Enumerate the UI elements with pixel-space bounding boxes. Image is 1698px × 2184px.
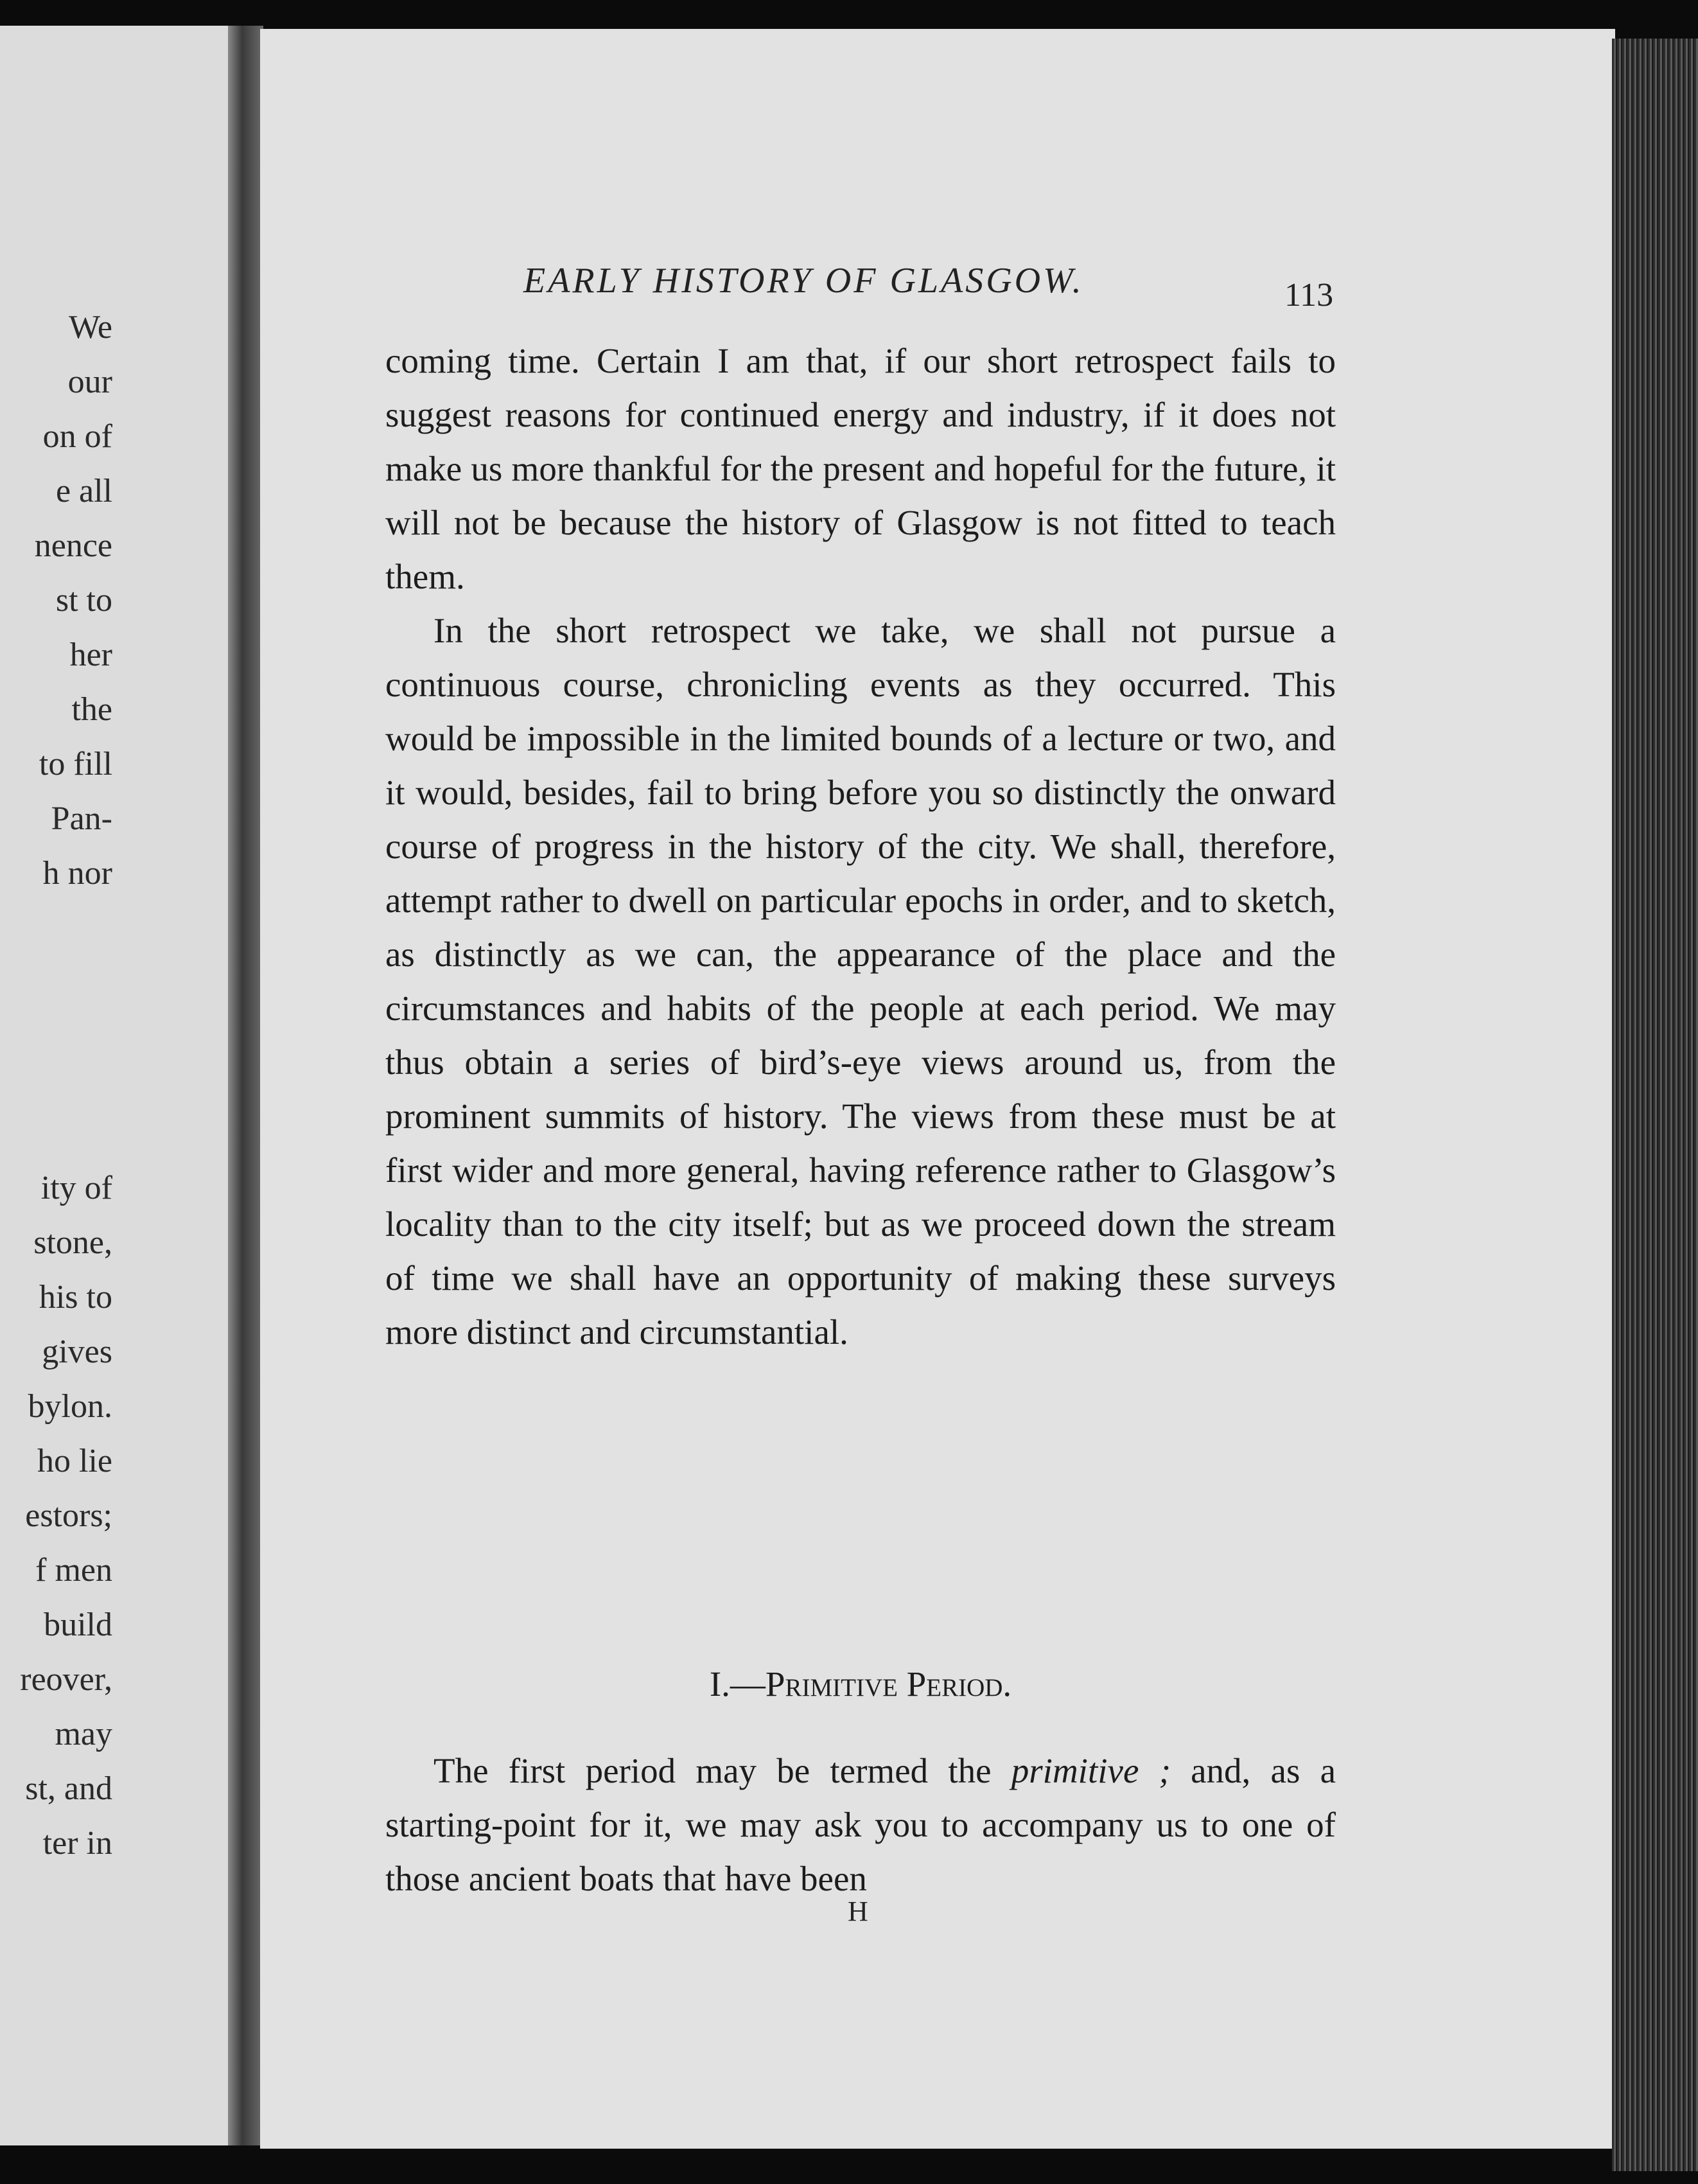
left-page-fragment: build (44, 1607, 112, 1643)
running-head: EARLY HISTORY OF GLASGOW. (523, 261, 1084, 301)
left-page-fragment: st to (55, 582, 112, 619)
left-page-fragment: We (69, 309, 112, 346)
left-page-fragment: ity of (40, 1170, 112, 1206)
left-page-fragment: to fill (39, 746, 112, 782)
italic-term: primitive ; (1011, 1751, 1171, 1790)
signature-mark: H (848, 1896, 868, 1927)
left-page-fragment: her (69, 637, 112, 673)
left-page-fragment: gives (42, 1334, 112, 1370)
left-page-fragment: on of (42, 418, 112, 455)
left-page-fragment: ho lie (37, 1443, 112, 1479)
left-page-fragment: estors; (25, 1497, 112, 1534)
left-page-fragment: ter in (42, 1825, 112, 1862)
paragraph: coming time. Certain I am that, if our short retrospect fails to suggest reasons for continued energy and industry, if it does not make us more thankful for the present and hopeful for the future, it will not be because the history of Glasgow is not fitted to teach them. (385, 341, 1336, 596)
left-page-fragment: the (71, 691, 112, 728)
left-page-fragment: our (67, 364, 112, 400)
section-text-start: The first period may be termed the (433, 1751, 1011, 1790)
section-text-end: and, as a starting-point for it, we may ask you to accompany us to one of those ancient boats that have been (385, 1751, 1336, 1898)
left-page-fragment: e all (55, 473, 112, 509)
left-page-fragment: f men (35, 1552, 112, 1589)
left-page-fragment: reover, (20, 1661, 112, 1698)
paragraph: In the short retrospect we take, we shall not pursue a continuous course, chronicling events as they occurred. This would be impossible in the limited bounds of a lecture or two, and it would, besides, fail to bring before you so distinctly the onward course of progress in the history of the city. We shall, therefore, attempt rather to dwell on particular epochs in order, and to sketch, as distinctly as we can, the appearance of the place and the circumstances and habits of the people at each period. We may thus obtain a series of bird’s-eye views around us, from the prominent summits of history. The views from these must be at first wider and more general, having reference rather to Glasgow’s locality than to the city itself; but as we proceed down the stream of time we shall have an opportunity of making these surveys more distinct and circumstantial. (385, 611, 1336, 1352)
left-page-fragment: st, and (25, 1770, 112, 1807)
left-page-fragment: his to (39, 1279, 112, 1316)
page-edges (1612, 39, 1698, 2171)
book-gutter (228, 26, 263, 2145)
left-page-fragment: nence (34, 527, 112, 564)
left-page-fragment: stone, (33, 1224, 112, 1261)
left-facing-page (0, 26, 234, 2145)
left-page-fragment: bylon. (28, 1388, 112, 1425)
body-text (385, 334, 1336, 1359)
left-page-fragment: Pan- (51, 800, 112, 837)
section-heading: I.—Primitive Period. (709, 1664, 1012, 1704)
left-page-fragment: h nor (42, 855, 112, 892)
section-paragraph (385, 1744, 1336, 1906)
left-page-fragment: may (55, 1716, 112, 1752)
page-number: 113 (1284, 277, 1334, 313)
